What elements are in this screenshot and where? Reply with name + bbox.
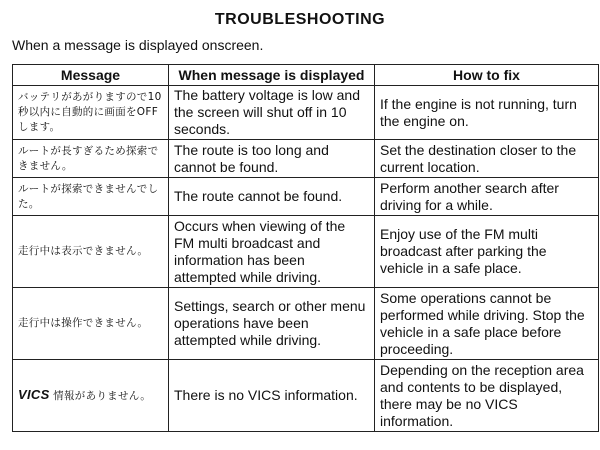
- fix-cell: Some operations cannot be performed while driving. Stop the vehicle in a safe place before proceeding.: [375, 288, 599, 360]
- fix-cell: Set the destination closer to the current location.: [375, 140, 599, 178]
- message-cell: 走行中は操作できません。: [13, 288, 169, 360]
- when-cell: There is no VICS information.: [169, 360, 375, 432]
- table-row: [13, 86, 599, 140]
- when-cell: The route is too long and cannot be found.: [169, 140, 375, 178]
- message-cell: 走行中は表示できません。: [13, 216, 169, 288]
- column-header-when: When message is displayed: [169, 65, 375, 86]
- when-cell: Occurs when viewing of the FM multi broadcast and information has been attempted while driving.: [169, 216, 375, 288]
- when-cell: The route cannot be found.: [169, 178, 375, 216]
- table-row: [13, 288, 599, 360]
- table-row: [13, 140, 599, 178]
- when-cell: The battery voltage is low and the screen will shut off in 10 seconds.: [169, 86, 375, 140]
- message-cell: バッテリがあがりますので10秒以内に自動的に画面をOFFします。: [13, 86, 169, 140]
- fix-cell: Depending on the reception area and contents to be displayed, there may be no VICS information.: [375, 360, 599, 432]
- column-header-fix: How to fix: [375, 65, 599, 86]
- table-row: [13, 216, 599, 288]
- table-row: [13, 178, 599, 216]
- message-cell: ルートが長すぎるため探索できません。: [13, 140, 169, 178]
- table-row: [13, 360, 599, 432]
- page-title: TROUBLESHOOTING: [214, 11, 386, 28]
- vics-label: VICS: [18, 387, 50, 402]
- fix-cell: Perform another search after driving for a while.: [375, 178, 599, 216]
- when-cell: Settings, search or other menu operations have been attempted while driving.: [169, 288, 375, 360]
- column-header-message: Message: [13, 65, 169, 86]
- fix-cell: If the engine is not running, turn the engine on.: [375, 86, 599, 140]
- fix-cell: Enjoy use of the FM multi broadcast after parking the vehicle in a safe place.: [375, 216, 599, 288]
- message-cell: [13, 360, 169, 432]
- troubleshooting-table: [12, 64, 599, 432]
- message-cell: ルートが探索できませんでした。: [13, 178, 169, 216]
- table-header-row: [13, 65, 599, 86]
- message-text: 情報がありません。: [49, 390, 152, 402]
- page-subtitle: When a message is displayed onscreen.: [12, 37, 264, 53]
